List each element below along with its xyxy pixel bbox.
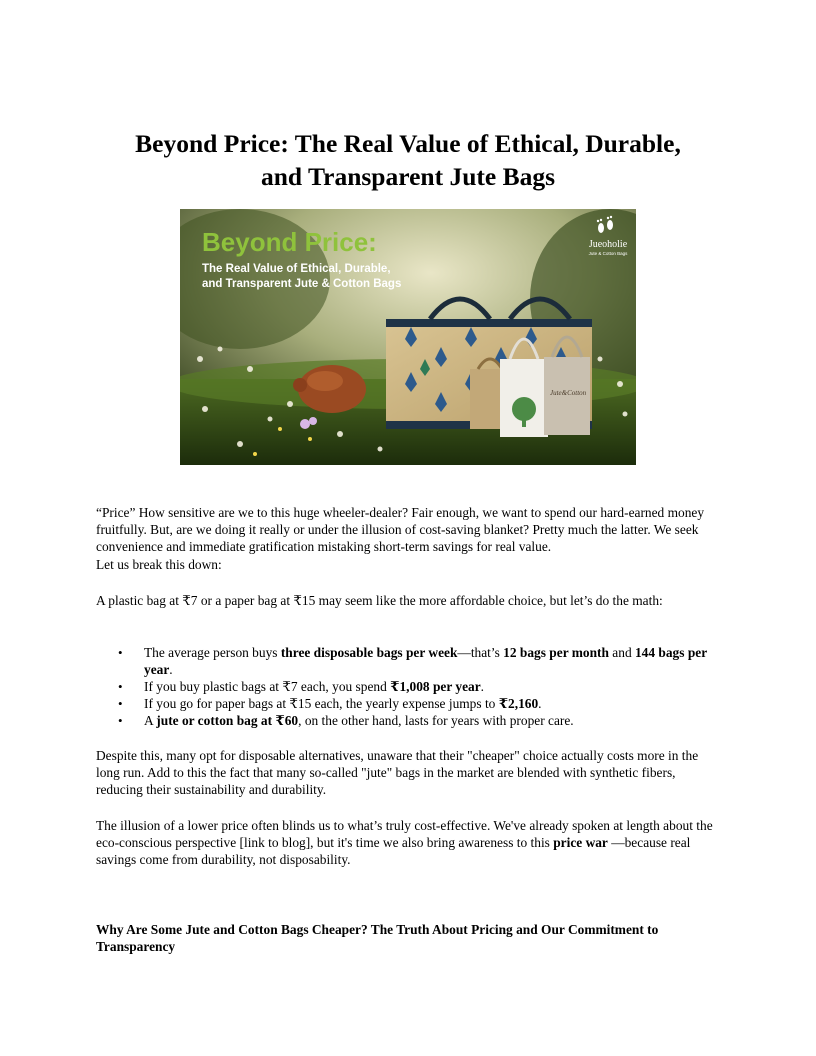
paragraph-illusion: The illusion of a lower price often blinds us to what’s truly cost-effective. We've already spoken at length about the eco-conscious perspective [link to blog], but it's time we also bring awareness to this price war —because real savings come from durability, not disposability.	[96, 818, 713, 867]
title-line-1: Beyond Price: The Real Value of Ethical, Durable,	[135, 129, 681, 158]
price-war-emphasis: price war	[553, 835, 608, 850]
hero-headline: Beyond Price:	[202, 227, 377, 257]
paragraph-disposable: Despite this, many opt for disposable alternatives, unaware that their "cheaper" choice actually costs more in the long run. Add to this the fact that many so-called "jute" bags in the market are blended with synthetic fibers, reducing their sustainability and durability.	[96, 748, 699, 797]
title-line-2: and Transparent Jute Bags	[260, 162, 556, 191]
bullet-marker: •	[118, 645, 123, 660]
section-heading: Why Are Some Jute and Cotton Bags Cheaper? The Truth About Pricing and Our Commitment to Transparency	[96, 922, 659, 954]
list-item: • A jute or cotton bag at ₹60, on the other hand, lasts for years with proper care.	[118, 713, 574, 728]
list-item: • The average person buys three disposable bags per week—that’s 12 bags per month and 144 bags per year.	[118, 645, 707, 677]
bullet-marker: •	[118, 679, 123, 694]
page-title	[96, 127, 720, 193]
list-item: • If you buy plastic bags at ₹7 each, you spend ₹1,008 per year.	[118, 679, 485, 694]
brand-tagline: Jute & Cotton Bags	[588, 251, 628, 256]
hero-subline-2: and Transparent Jute & Cotton Bags	[202, 278, 402, 290]
paragraph-intro: “Price” How sensitive are we to this huge wheeler-dealer? Fair enough, we want to spend our hard-earned money fruitfully. But, are we doing it really or under the illusion of cost-saving blanket? Pretty much the latter. We seek convenience and immediate gratification mistaking short-term savings for real value.	[96, 505, 705, 554]
brand-name: Jueoholie	[588, 239, 628, 250]
cost-bullet-list	[96, 644, 722, 729]
list-item: • If you go for paper bags at ₹15 each, the yearly expense jumps to ₹2,160.	[118, 696, 542, 711]
bag-print-text: Jute&Cotton	[550, 389, 587, 397]
paragraph-breakdown: Let us break this down:	[96, 557, 222, 572]
bullet-marker: •	[118, 713, 123, 728]
hero-image	[180, 209, 636, 465]
paragraph-math: A plastic bag at ₹7 or a paper bag at ₹15 may seem like the more affordable choice, but let’s do the math:	[96, 593, 663, 608]
hero-subline-1: The Real Value of Ethical, Durable,	[202, 263, 391, 275]
bullet-marker: •	[118, 696, 123, 711]
